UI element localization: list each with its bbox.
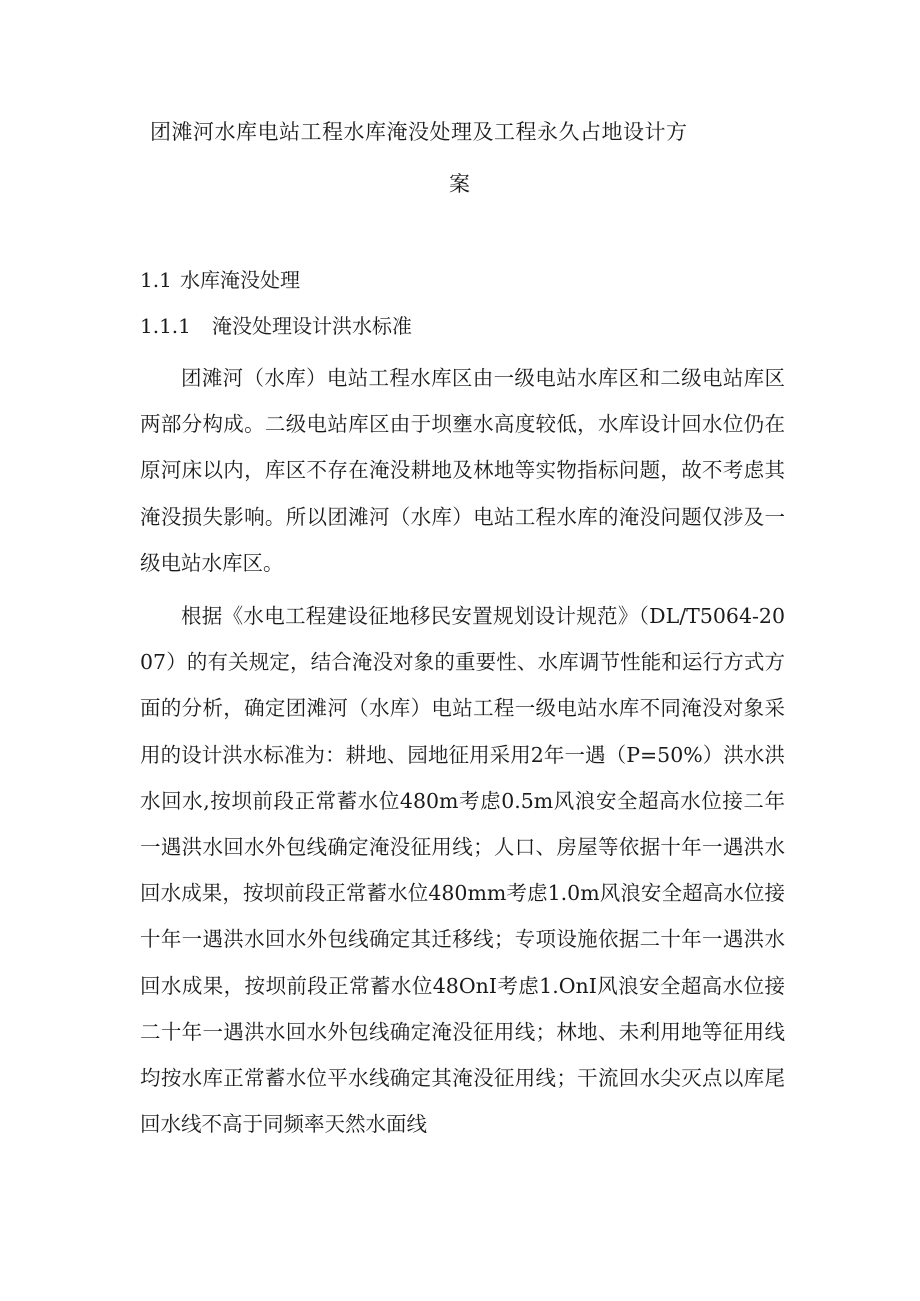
section-heading <box>140 266 300 294</box>
section-title: 水库淹没处理 <box>180 268 300 292</box>
subsection-heading <box>140 312 412 340</box>
subsection-number: 1.1.1 <box>140 314 191 338</box>
body-paragraph-2: 根据《水电工程建设征地移民安置规划设计规范》（DL/T5064-2007）的有关规定，结合淹没对象的重要性、水库调节性能和运行方式方面的分析，确定团滩河（水库）电站工程一级电站水库不同淹没对象采用的设计洪水标准为：耕地、园地征用采用2年一遇（P=50%）洪水洪水回水,按坝前段正常蓄水位480m考虑0.5m风浪安全超高水位接二年一遇洪水回水外包线确定淹没征用线；人口、房屋等依据十年一遇洪水回水成果，按坝前段正常蓄水位480mm考虑1.0m风浪安全超高水位接十年一遇洪水回水外包线确定其迁移线；专项设施依据二十年一遇洪水回水成果，按坝前段正常蓄水位48OnI考虑1.OnI风浪安全超高水位接二十年一遇洪水回水外包线确定淹没征用线；林地、未利用地等征用线均按水库正常蓄水位平水线确定其淹没征用线；干流回水尖灭点以库尾回水线不高于同频率天然水面线 <box>140 604 785 1137</box>
section-number: 1.1 <box>140 268 172 292</box>
body-paragraph-1: 团滩河（水库）电站工程水库区由一级电站水库区和二级电站库区两部分构成。二级电站库区由于坝壅水高度较低，水库设计回水位仍在原河床以内，库区不存在淹没耕地及林地等实物指标问题，故不考虑其淹没损失影响。所以团滩河（水库）电站工程水库的淹没问题仅涉及一级电站水库区。 <box>140 366 785 575</box>
document-title-continuation: 案 <box>449 172 470 196</box>
document-title: 团滩河水库电站工程水库淹没处理及工程永久占地设计方 <box>150 120 688 144</box>
subsection-title: 淹没处理设计洪水标准 <box>212 314 412 338</box>
